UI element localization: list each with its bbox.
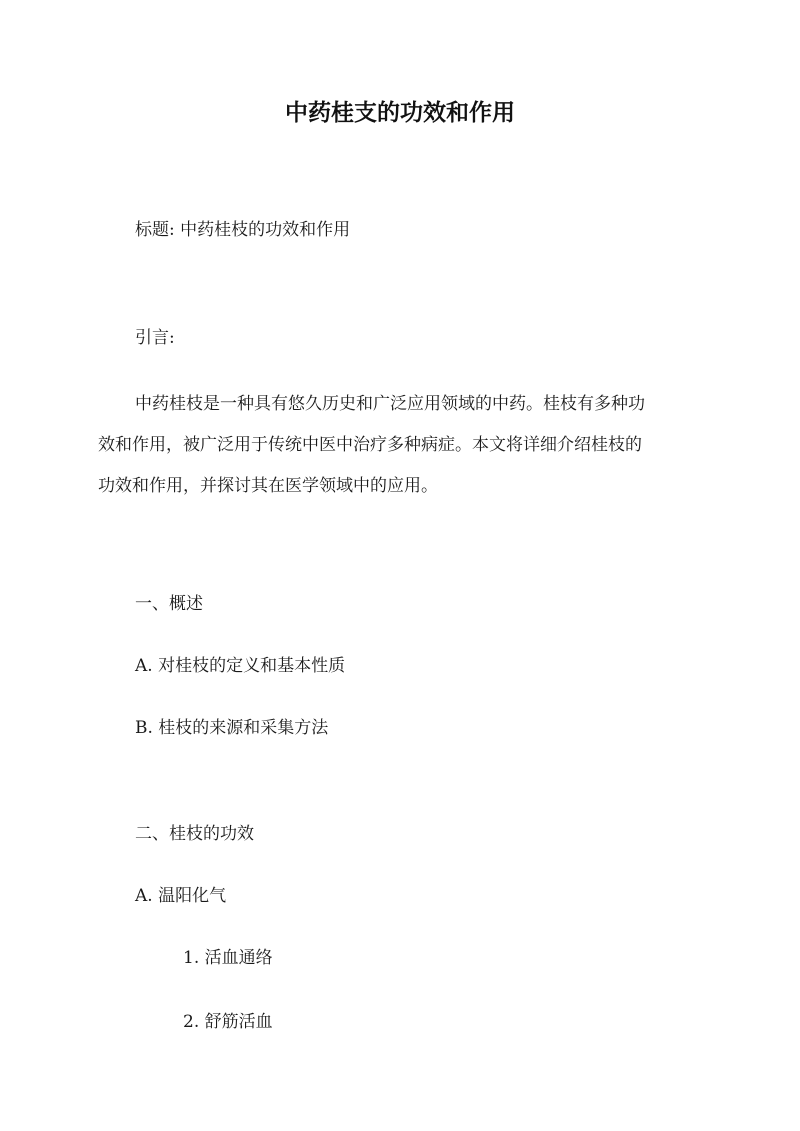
intro-line-2: 效和作用，被广泛用于传统中医中治疗多种病症。本文将详细介绍桂枝的 [98, 435, 642, 455]
intro-paragraph [98, 384, 705, 507]
section1-heading: 一、概述 [135, 594, 203, 614]
section1-item-b: B. 桂枝的来源和采集方法 [135, 718, 329, 738]
subtitle-line: 标题: 中药桂枝的功效和作用 [135, 220, 351, 240]
intro-heading: 引言: [135, 328, 175, 348]
intro-line-3: 功效和作用，并探讨其在医学领域中的应用。 [98, 476, 438, 496]
section2-sub-item-2: 2. 舒筋活血 [183, 1012, 273, 1032]
section2-item-a: A. 温阳化气 [135, 886, 227, 906]
intro-line-1: 中药桂枝是一种具有悠久历史和广泛应用领域的中药。桂枝有多种功 [135, 394, 645, 414]
section1-item-a: A. 对桂枝的定义和基本性质 [135, 656, 346, 676]
document-title: 中药桂支的功效和作用 [285, 99, 515, 126]
section2-heading: 二、桂枝的功效 [135, 824, 254, 844]
section2-sub-item-1: 1. 活血通络 [183, 948, 273, 968]
